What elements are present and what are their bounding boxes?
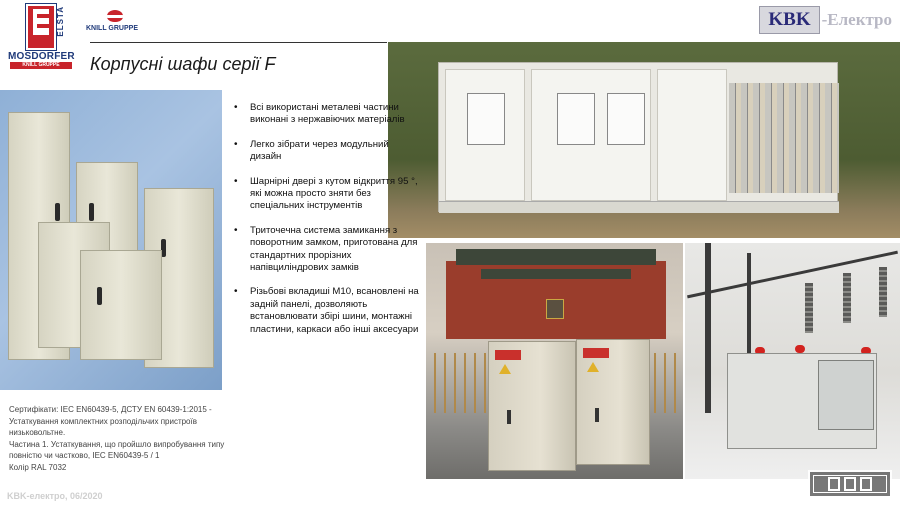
open-cabinet [438, 62, 838, 212]
elsta-vertical-text: ELSTA [56, 6, 65, 37]
feature-list [232, 102, 420, 348]
portrait-image [546, 299, 564, 319]
elsta-shield-icon [26, 4, 56, 50]
knill-gruppe-text: KNILL GRUPPE [86, 25, 138, 32]
street-cabinet-right [576, 339, 650, 465]
mosdorfer-subtitle: KNILL GRUPPE [10, 62, 72, 69]
feature-item: • Різьбові вкладиші M10, всановлені на задній панелі, дозволяють встановлювати збірі шини, монтажні пластини, каркаси або інші аксесуари [232, 286, 420, 336]
color-line: Колір RAL 7032 [9, 462, 67, 472]
page-title: Корпусні шафи серії F [90, 54, 276, 74]
footer-text: KBK-електро, 06/2020 [7, 491, 103, 501]
substation-cabinet-photo [685, 243, 900, 479]
warning-icon [499, 364, 511, 374]
feature-item: • Всі використані металеві частини виконані з нержавіючих матеріалів [232, 102, 420, 127]
street-cabinets-photo [426, 243, 683, 479]
mosdorfer-logo [6, 4, 76, 68]
small-cabinet [80, 250, 162, 360]
title-divider [90, 42, 387, 43]
warning-icon [587, 362, 599, 372]
feature-item: • Шарнірні двері з кутом відкриття 95 °, які можна просто зняти без спеціальних інструментів [232, 176, 420, 213]
substation-cabinet [727, 353, 877, 449]
kbk-elektro-logo [759, 6, 892, 34]
knill-mark-icon [107, 10, 123, 22]
certificates-note [9, 404, 229, 474]
mosdorfer-name: MOSDORFER [8, 51, 75, 62]
ndk-watermark-logo [808, 470, 892, 498]
street-cabinet-left [488, 341, 576, 471]
knill-gruppe-logo [86, 10, 146, 36]
certificate-line: Сертифікати: IEC EN60439-5, ДСТУ EN 60439-1:2015 - Устаткування комплектних розподільчих пристроїв низьковольтне. [9, 405, 212, 438]
certificate-line: Частина 1. Устаткування, що пройшло випробування типу повністю чи частково, IEC EN60439-5 / 1 [9, 439, 225, 461]
cabinet-lineup-photo [0, 90, 222, 390]
open-outdoor-cabinet-photo [388, 42, 900, 238]
feature-item: • Триточечна система замикання з поворотним замком, приготована для стандартних прорізних напівциліндрових замків [232, 225, 420, 275]
feature-item: • Легко зібрати через модульний дизайн [232, 139, 420, 164]
kbk-tail: -Електро [821, 10, 892, 29]
kbk-box: KBK [759, 6, 819, 34]
